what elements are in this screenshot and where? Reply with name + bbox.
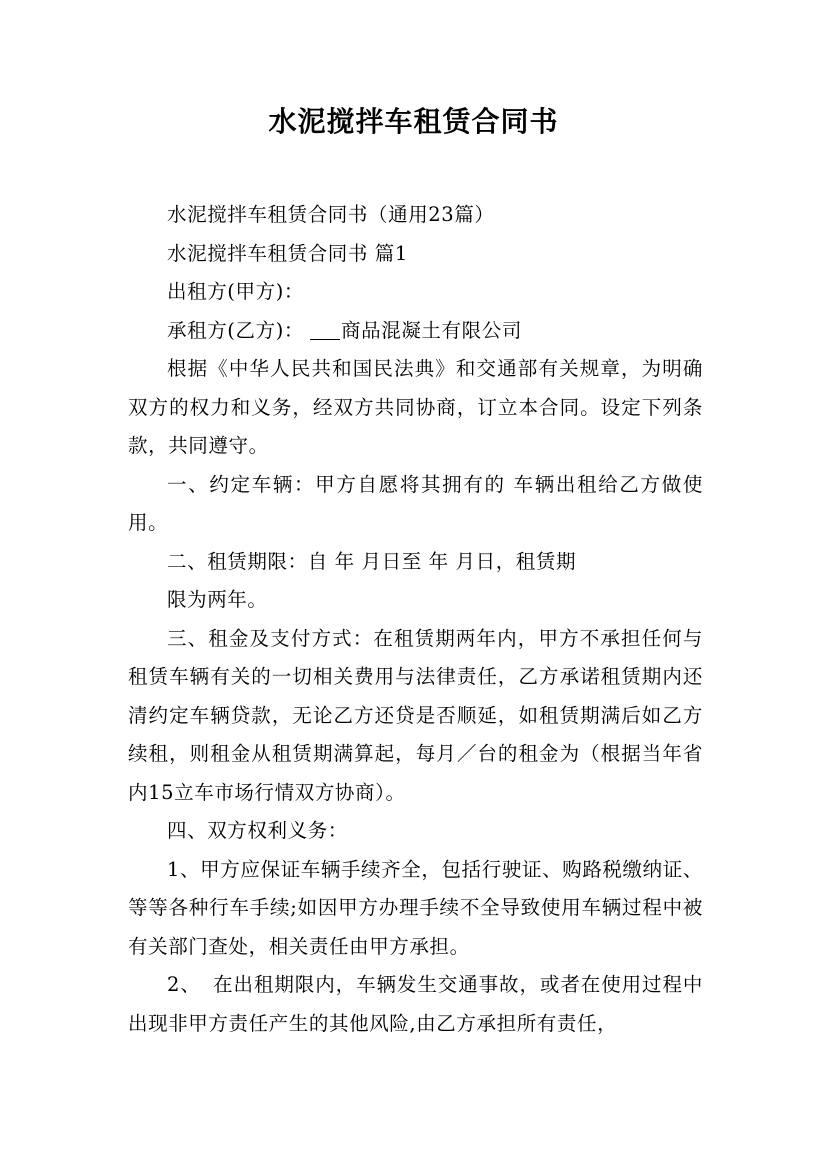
lessee-company: 商品混凝土有限公司: [341, 318, 522, 342]
lessor-line: 出租方(甲方)：: [167, 280, 305, 303]
section-heading: 水泥搅拌车租赁合同书 篇1: [167, 241, 408, 265]
clause-rent: 三、租金及支付方式：在租赁期两年内，甲方不承担任何与租赁车辆有关的一切相关费用与法律责任，乙方承诺租赁期内还清约定车辆贷款，无论乙方还贷是否顺延，如租赁期满后如乙方续租，则租金从租赁期满算起，每月／台的租金为（根据当年省内15立车市场行情双方协商）。: [128, 626, 703, 804]
clause-term-line2: 限为两年。: [167, 588, 268, 611]
clause-vehicle: 一、约定车辆：甲方自愿将其拥有的 车辆出租给乙方做使用。: [128, 472, 703, 534]
document-subtitle: 水泥搅拌车租赁合同书（通用23篇）: [167, 203, 495, 226]
document-title: 水泥搅拌车租赁合同书: [268, 105, 559, 138]
rights-item-2-text: 在出租期限内，车辆发生交通事故，或者在使用过程中出现非甲方责任产生的其他风险,由乙方承担所有责任，: [128, 973, 703, 1035]
rights-item-2-number: 2、: [167, 973, 201, 996]
lessee-label: 承租方(乙方)：: [167, 318, 305, 342]
clause-rights: 四、双方权利义务：: [167, 819, 348, 842]
rights-item-1: 1、甲方应保证车辆手续齐全，包括行驶证、购路税缴纳证、等等各种行车手续;如因甲方办理手续不全导致使用车辆过程中被有关部门查处，相关责任由甲方承担。: [128, 857, 703, 958]
rights-item-2: [128, 966, 703, 1043]
company-name-blank: [310, 319, 340, 340]
intro-paragraph: 根据《中华人民共和国民法典》和交通部有关规章，为明确双方的权力和义务，经双方共同协商，订立本合同。设定下列条款，共同遵守。: [128, 357, 703, 457]
lessee-line: [128, 312, 703, 351]
clause-term-line1: 二、租赁期限：自 年 月日至 年 月日，租赁期: [167, 549, 577, 573]
document-body: [128, 196, 703, 1043]
